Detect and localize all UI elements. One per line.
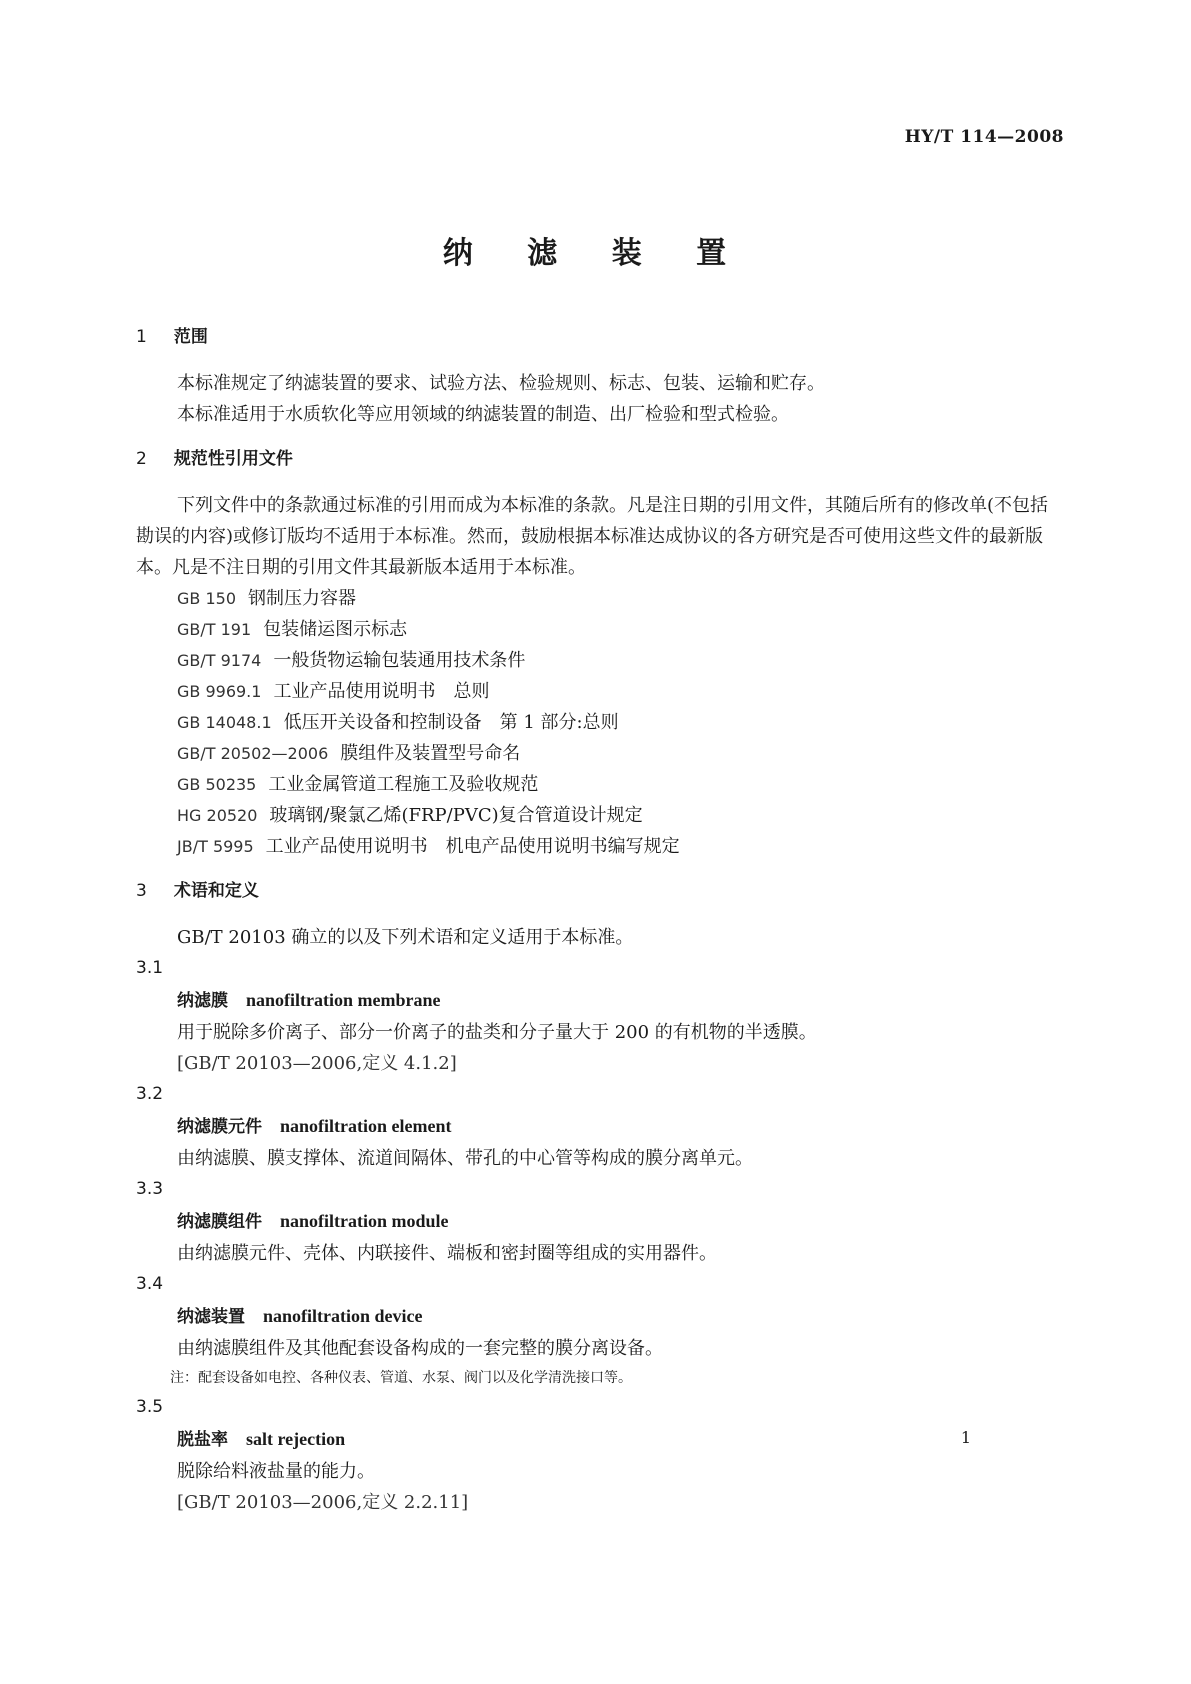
clause-number: 3.3 [136,1179,164,1199]
clause-number: 3.2 [136,1084,164,1104]
term-source: [GB/T 20103—2006,定义 4.1.2] [177,1053,457,1074]
reference-title: 膜组件及装置型号命名 [340,743,521,764]
reference-title: 工业产品使用说明书 机电产品使用说明书编写规定 [265,836,680,857]
term-definition: 用于脱除多价离子、部分一价离子的盐类和分子量大于 200 的有机物的半透膜。 [177,1022,817,1043]
term-source: [GB/T 20103—2006,定义 2.2.11] [177,1492,469,1513]
reference-code: JB/T 5995 [177,837,254,856]
reference-code: GB 50235 [177,775,257,794]
reference-code: GB 150 [177,589,236,608]
section-number: 1 [136,327,147,347]
reference-title: 工业金属管道工程施工及验收规范 [268,774,539,795]
section-heading-terms-definitions [136,876,1061,906]
document-title: 纳 滤 装 置 [442,236,749,271]
page-number: 1 [960,1428,971,1447]
reference-code: GB/T 20502—2006 [177,744,329,763]
paragraph: GB/T 20103 确立的以及下列术语和定义适用于本标准。 [177,927,634,948]
reference-item [136,676,1061,707]
reference-title: 玻璃钢/聚氯乙烯(FRP/PVC)复合管道设计规定 [269,805,643,826]
reference-title: 钢制压力容器 [248,588,356,609]
reference-item [136,769,1061,800]
term-definition: 由纳滤膜、膜支撑体、流道间隔体、带孔的中心管等构成的膜分离单元。 [177,1148,753,1169]
term-definition: 由纳滤膜元件、壳体、内联接件、端板和密封圈等组成的实用器件。 [177,1243,717,1264]
term-definition: 由纳滤膜组件及其他配套设备构成的一套完整的膜分离设备。 [177,1338,663,1359]
term-english: nanofiltration element [280,1116,452,1136]
reference-title: 低压开关设备和控制设备 第 1 部分:总则 [283,712,619,733]
reference-item [136,831,1061,862]
term-entry [136,1110,1061,1143]
term-entry [136,984,1061,1017]
reference-code: HG 20520 [177,806,258,825]
term-entry [136,1205,1061,1238]
paragraph: 本标准规定了纳滤装置的要求、试验方法、检验规则、标志、包装、运输和贮存。 [177,373,825,394]
term-chinese: 纳滤膜组件 [177,1212,262,1232]
section-number: 2 [136,449,147,469]
term-english: nanofiltration module [280,1211,449,1231]
reference-item [136,645,1061,676]
section-heading-normative-references [136,444,1061,474]
reference-title: 包装储运图示标志 [263,619,408,640]
term-chinese: 纳滤装置 [177,1307,245,1327]
term-english: nanofiltration membrane [246,990,441,1010]
reference-code: GB/T 191 [177,620,252,639]
term-chinese: 纳滤膜 [177,991,228,1011]
reference-item [136,800,1061,831]
term-entry [136,1300,1061,1333]
clause-number: 3.5 [136,1397,164,1417]
section-number: 3 [136,881,147,901]
term-entry [136,1423,1061,1456]
reference-title: 一般货物运输包装通用技术条件 [273,650,526,671]
clause-number: 3.1 [136,958,164,978]
reference-code: GB/T 9174 [177,651,262,670]
paragraph: 本标准适用于水质软化等应用领域的纳滤装置的制造、出厂检验和型式检验。 [177,404,789,425]
term-note: 注：配套设备如电控、各种仪表、管道、水泵、阀门以及化学清洗接口等。 [170,1370,632,1386]
reference-item [136,583,1061,614]
reference-item [136,738,1061,769]
reference-code: GB 9969.1 [177,682,262,701]
reference-item [136,707,1061,738]
section-heading-scope [136,322,1061,352]
clause-number: 3.4 [136,1274,164,1294]
term-chinese: 脱盐率 [177,1430,228,1450]
section-title: 术语和定义 [173,881,259,901]
reference-code: GB 14048.1 [177,713,272,732]
reference-item [136,614,1061,645]
term-definition: 脱除给料液盐量的能力。 [177,1461,375,1482]
term-english: salt rejection [246,1429,346,1449]
term-chinese: 纳滤膜元件 [177,1117,262,1137]
section-title: 范围 [173,327,208,347]
standard-code: HY/T 114—2008 [904,127,1064,147]
reference-title: 工业产品使用说明书 总则 [273,681,490,702]
document-body [136,322,1061,1518]
paragraph: 下列文件中的条款通过标准的引用而成为本标准的条款。凡是注日期的引用文件，其随后所有的修改单(不包括勘误的内容)或修订版均不适用于本标准。然而，鼓励根据本标准达成协议的各方研究是否可使用这些文件的最新版本。凡是不注日期的引用文件其最新版本适用于本标准。 [136,495,1049,578]
section-title: 规范性引用文件 [173,449,293,469]
term-english: nanofiltration device [263,1306,423,1326]
